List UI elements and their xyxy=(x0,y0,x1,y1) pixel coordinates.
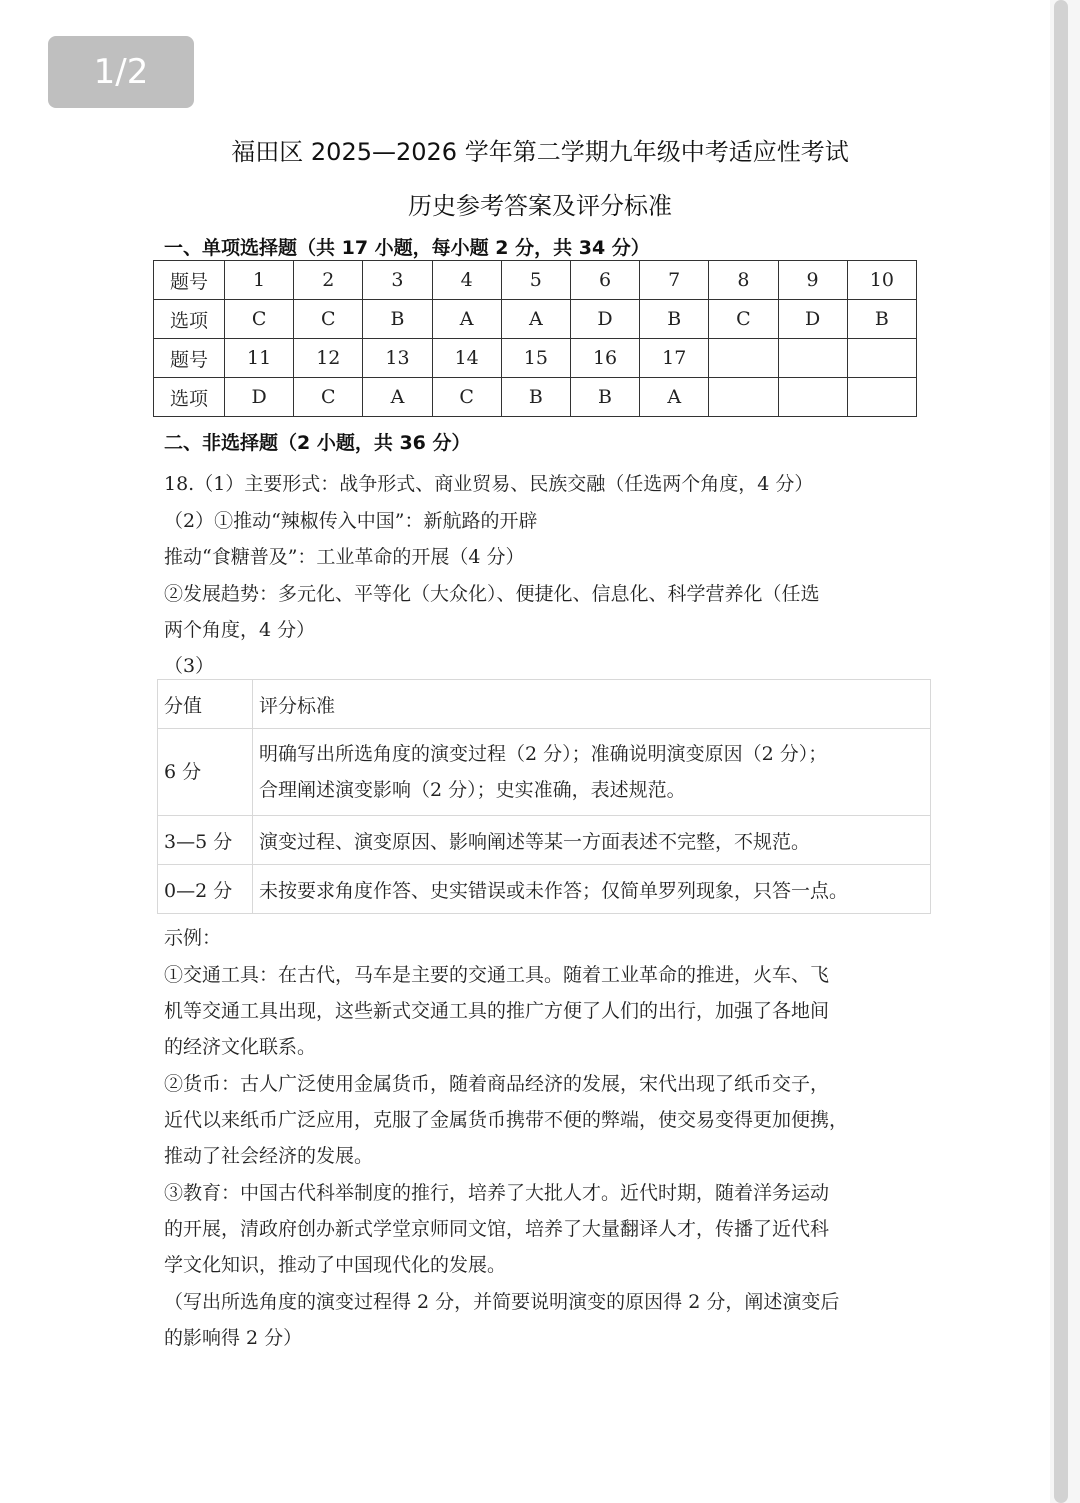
table-cell xyxy=(709,378,778,417)
table-cell: 17 xyxy=(640,339,709,378)
section-heading-1: 一、单项选择题（共 17 小题，每小题 2 分，共 34 分） xyxy=(164,237,650,259)
row-label: 选项 xyxy=(154,300,225,339)
table-cell: B xyxy=(570,378,639,417)
section-heading-2: 二、非选择题（2 小题，共 36 分） xyxy=(164,432,471,454)
table-cell: 11 xyxy=(225,339,294,378)
criteria-cell: 演变过程、演变原因、影响阐述等某一方面表述不完整，不规范。 xyxy=(253,816,931,865)
q18-part1: 18.（1）主要形式：战争形式、商业贸易、民族交融（任选两个角度，4 分） xyxy=(164,473,814,495)
table-cell: B xyxy=(501,378,570,417)
criteria-cell xyxy=(253,729,931,816)
scoring-note: 的影响得 2 分） xyxy=(164,1327,303,1349)
table-cell: 4 xyxy=(432,261,501,300)
table-cell: 15 xyxy=(501,339,570,378)
scoring-note: （写出所选角度的演变过程得 2 分，并简要说明演变的原因得 2 分，阐述演变后 xyxy=(164,1291,840,1313)
q18-part2-line1: （2）①推动“辣椒传入中国”：新航路的开辟 xyxy=(164,510,538,532)
table-cell: 8 xyxy=(709,261,778,300)
example-line: 推动了社会经济的发展。 xyxy=(164,1145,374,1167)
table-cell: C xyxy=(294,300,363,339)
example-line: ①交通工具：在古代，马车是主要的交通工具。随着工业革命的推进，火车、飞 xyxy=(164,964,830,986)
table-cell xyxy=(847,378,916,417)
table-cell: D xyxy=(225,378,294,417)
table-cell xyxy=(778,339,847,378)
criteria-line: 合理阐述演变影响（2 分）；史实准确，表述规范。 xyxy=(259,779,686,801)
page-indicator: 1/2 xyxy=(48,36,194,108)
example-line: 近代以来纸币广泛应用，克服了金属货币携带不便的弊端，使交易变得更加便携， xyxy=(164,1109,849,1131)
table-cell: 16 xyxy=(570,339,639,378)
score-cell: 0—2 分 xyxy=(158,865,253,914)
row-label: 题号 xyxy=(154,261,225,300)
table-cell: B xyxy=(363,300,432,339)
table-row xyxy=(154,261,917,300)
table-cell: D xyxy=(570,300,639,339)
table-cell xyxy=(778,378,847,417)
example-label: 示例： xyxy=(164,927,222,949)
example-line: 的开展，清政府创办新式学堂京师同文馆，培养了大量翻译人才，传播了近代科 xyxy=(164,1218,830,1240)
row-label: 选项 xyxy=(154,378,225,417)
table-cell: B xyxy=(847,300,916,339)
table-cell: B xyxy=(640,300,709,339)
table-cell: A xyxy=(640,378,709,417)
table-row xyxy=(158,729,931,816)
table-cell: 13 xyxy=(363,339,432,378)
scrollbar-thumb[interactable] xyxy=(1054,0,1068,1503)
scoring-criteria-table xyxy=(157,679,931,914)
q18-part2-line4: 两个角度，4 分） xyxy=(164,619,316,641)
table-cell: 3 xyxy=(363,261,432,300)
score-cell: 3—5 分 xyxy=(158,816,253,865)
document-subtitle: 历史参考答案及评分标准 xyxy=(408,192,672,220)
table-cell: 1 xyxy=(225,261,294,300)
example-line: ③教育：中国古代科举制度的推行，培养了大批人才。近代时期，随着洋务运动 xyxy=(164,1182,830,1204)
table-cell: D xyxy=(778,300,847,339)
table-cell: 6 xyxy=(570,261,639,300)
table-row xyxy=(158,865,931,914)
criteria-cell: 未按要求角度作答、史实错误或未作答；仅简单罗列现象，只答一点。 xyxy=(253,865,931,914)
table-cell: 10 xyxy=(847,261,916,300)
table-cell: 2 xyxy=(294,261,363,300)
q18-part2-line3: ②发展趋势：多元化、平等化（大众化）、便捷化、信息化、科学营养化（任选 xyxy=(164,583,820,605)
table-row xyxy=(158,816,931,865)
table-row xyxy=(154,339,917,378)
table-header-row xyxy=(158,680,931,729)
example-line: 学文化知识，推动了中国现代化的发展。 xyxy=(164,1254,507,1276)
table-cell: C xyxy=(432,378,501,417)
column-header: 分值 xyxy=(158,680,253,729)
table-cell: A xyxy=(432,300,501,339)
row-label: 题号 xyxy=(154,339,225,378)
table-cell: A xyxy=(501,300,570,339)
score-cell: 6 分 xyxy=(158,729,253,816)
table-cell: 12 xyxy=(294,339,363,378)
table-cell: C xyxy=(709,300,778,339)
document-title: 福田区 2025—2026 学年第二学期九年级中考适应性考试 xyxy=(231,138,849,166)
table-cell: 5 xyxy=(501,261,570,300)
table-cell: C xyxy=(294,378,363,417)
table-cell: A xyxy=(363,378,432,417)
table-cell xyxy=(709,339,778,378)
table-row xyxy=(154,378,917,417)
q18-part2-line2: 推动“食糖普及”：工业革命的开展（4 分） xyxy=(164,546,525,568)
q18-part3-label: （3） xyxy=(164,655,215,677)
table-cell: 7 xyxy=(640,261,709,300)
column-header: 评分标准 xyxy=(253,680,931,729)
example-line: ②货币：古人广泛使用金属货币，随着商品经济的发展，宋代出现了纸币交子， xyxy=(164,1073,830,1095)
criteria-line: 明确写出所选角度的演变过程（2 分）；准确说明演变原因（2 分）； xyxy=(259,743,828,765)
table-cell: 9 xyxy=(778,261,847,300)
example-line: 机等交通工具出现，这些新式交通工具的推广方便了人们的出行，加强了各地间 xyxy=(164,1000,830,1022)
table-cell: 14 xyxy=(432,339,501,378)
example-line: 的经济文化联系。 xyxy=(164,1036,317,1058)
table-row xyxy=(154,300,917,339)
multiple-choice-answer-table xyxy=(153,260,917,417)
table-cell: C xyxy=(225,300,294,339)
table-cell xyxy=(847,339,916,378)
